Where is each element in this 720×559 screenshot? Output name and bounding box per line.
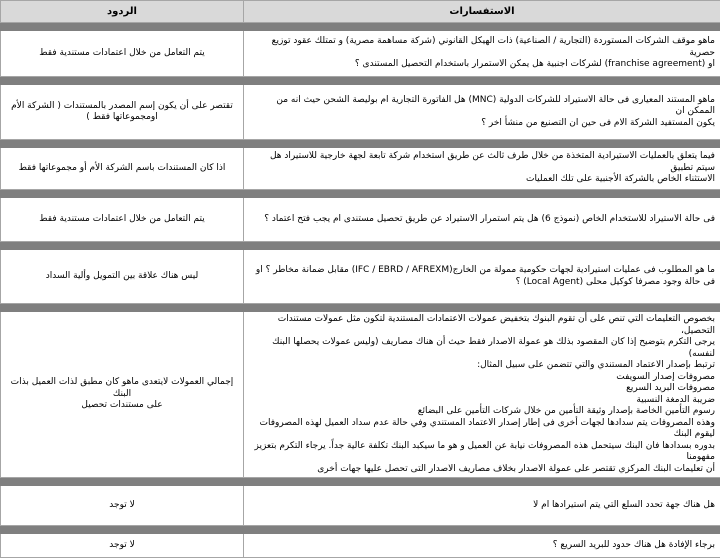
question-line: وهذه المصروفات يتم سدادها لجهات أخرى فى إطار إصدار الاعتماد المستندي وفي حالة عدم سداد العميل لهذه المصروفات ليقوم البنك	[259, 417, 715, 439]
question-line: هل هناك جهة تحدد السلع التي يتم استيرادها ام لا	[533, 499, 715, 510]
row-separator	[1, 77, 720, 85]
separator-bar	[1, 478, 720, 486]
answer-line: اومجموعاتها فقط )	[86, 112, 158, 122]
table-row	[1, 534, 720, 558]
answer-cell	[1, 198, 244, 242]
answer-line: يتم التعامل من خلال اعتمادات مستندية فقط	[39, 213, 205, 224]
question-line: فيما يتعلق بالعمليات الاستيرادية المتخذة من خلال طرف ثالث عن طريق استخدام شركة تابعة لجهة خارجية للاستيراد هل سيتم تطبيق	[269, 151, 715, 173]
question-line: او (franchise agreement) لشركات اجنبية هل يمكن الاستمرار باستخدام التحصيل المستندى ؟	[354, 59, 715, 70]
question-cell	[244, 148, 720, 190]
question-cell	[244, 250, 720, 304]
table-row	[1, 486, 720, 526]
question-cell	[244, 198, 720, 242]
table-row	[1, 31, 720, 77]
table-row	[1, 148, 720, 190]
answer-cell	[1, 148, 244, 190]
question-line: ما هو المطلوب فى عمليات استيرادية لجهات حكومية ممولة من الخارج(IFC / EBRD / AFREXM) مقابل ضمانة مخاطر ؟ او	[255, 265, 715, 275]
row-separator	[1, 23, 720, 31]
answer-cell	[1, 312, 244, 478]
answer-line: إجمالي العمولات لايتعدى ماهو كان مطبق لذات العميل بذات البنك	[10, 377, 234, 399]
row-separator	[1, 304, 720, 312]
separator-bar	[1, 23, 720, 31]
table-row	[1, 198, 720, 242]
question-line: الاستثناء الخاص بالشركة الأجنبية على تلك العمليات	[525, 174, 715, 185]
question-cell	[244, 85, 720, 140]
row-separator	[1, 140, 720, 148]
table-row	[1, 250, 720, 304]
question-line: فى حالة وجود مصرفا كوكيل محلى (Local Agent) ؟	[515, 276, 715, 287]
question-cell	[244, 534, 720, 558]
separator-bar	[1, 242, 720, 250]
question-cell	[244, 31, 720, 77]
question-cell	[244, 486, 720, 526]
answer-line: اذا كان المستندات باسم الشركة الأم أو مجموعاتها فقط	[18, 162, 226, 173]
answer-cell	[1, 486, 244, 526]
question-line: مصروفات البريد السريع	[626, 383, 715, 393]
question-cell	[244, 312, 720, 478]
questions-header: الاستفسارات	[244, 1, 720, 23]
answer-line: لا توجد	[109, 499, 135, 510]
question-line: ماهو المستند المعيارى فى حالة الاستيراد للشركات الدولية (MNC) هل الفاتورة التجارية ام بوليصة الشحن حيث انه من الممكن ان	[276, 94, 715, 117]
question-line: رسوم التأمين الخاصة بإصدار وثيقة التأمين من خلال شركات التأمين على البضائع	[417, 406, 715, 416]
answer-cell	[1, 534, 244, 558]
answer-line: يتم التعامل من خلال اعتمادات مستندية فقط	[39, 47, 205, 58]
answer-line: تقتصر على أن يكون إسم المصدر بالمستندات ( الشركة الأم	[11, 100, 233, 111]
question-line: برجاء الإفادة هل هناك حدود للبريد السريع ؟	[552, 539, 715, 550]
row-separator	[1, 190, 720, 198]
row-separator	[1, 478, 720, 486]
separator-bar	[1, 190, 720, 198]
question-line: بدوره بسدادها فان البنك سيتحمل هذه المصروفات نيابة عن العميل و هو ما سيكبد البنك تكلفة عالية جداً. يرجاء التكرم بتعزيز مفهومنا	[254, 440, 715, 462]
separator-bar	[1, 140, 720, 148]
question-line: ماهو موقف الشركات المستوردة (التجارية / الصناعية) ذات الهيكل القانوني (شركة مساهمة مصرية) و تمتلك عقود توزيع حصرية	[271, 36, 715, 58]
table-row	[1, 312, 720, 478]
separator-bar	[1, 304, 720, 312]
question-line: أن تعليمات البنك المركزي تقتصر على عمولة الاصدار بخلاف مصاريف الاصدار التى تحصل عليها جهات أخرى	[317, 463, 715, 474]
question-line: ضريبة الدمغة النسبية	[636, 394, 715, 405]
question-line: يكون المستفيد الشركة الام فى حين ان التصنيع من منشأ اخر ؟	[481, 117, 715, 128]
question-line: مصروفات إصدار السويفت	[616, 371, 715, 382]
table-row	[1, 85, 720, 140]
answer-line: ليس هناك علاقة بين التمويل وألية السداد	[45, 270, 199, 281]
separator-bar	[1, 77, 720, 85]
answers-header: الردود	[1, 1, 244, 23]
row-separator	[1, 242, 720, 250]
answer-line: على مستندات تحصيل	[81, 400, 163, 411]
header-row	[1, 1, 720, 23]
question-line: بخصوص التعليمات التي تنص على أن تقوم البنوك بتخفيض عمولات الاعتمادات المستندية لتكون مثل عمولات مستندات التحصيل،	[277, 314, 715, 336]
answer-cell	[1, 31, 244, 77]
answer-cell	[1, 250, 244, 304]
table-body	[1, 23, 720, 558]
row-separator	[1, 526, 720, 534]
question-line: يرجى التكرم بتوضيح إذا كان المقصود بذلك هو عمولة الاصدار فقط حيث أن هناك مصاريف (وليس عمولات يحصلها البنك لنفسه)	[272, 337, 715, 359]
answer-cell	[1, 85, 244, 140]
question-line: فى حالة الاستيراد للاستخدام الخاص (نموذج 6) هل يتم استمرار الاستيراد عن طريق تحصيل مستندى ام يجب فتح اعتماد ؟	[264, 213, 715, 224]
separator-bar	[1, 526, 720, 534]
question-line: ترتبط بإصدار الاعتماد المستندي والتي تتضمن على سبيل المثال:	[477, 360, 715, 370]
answer-line: لا توجد	[109, 539, 135, 550]
